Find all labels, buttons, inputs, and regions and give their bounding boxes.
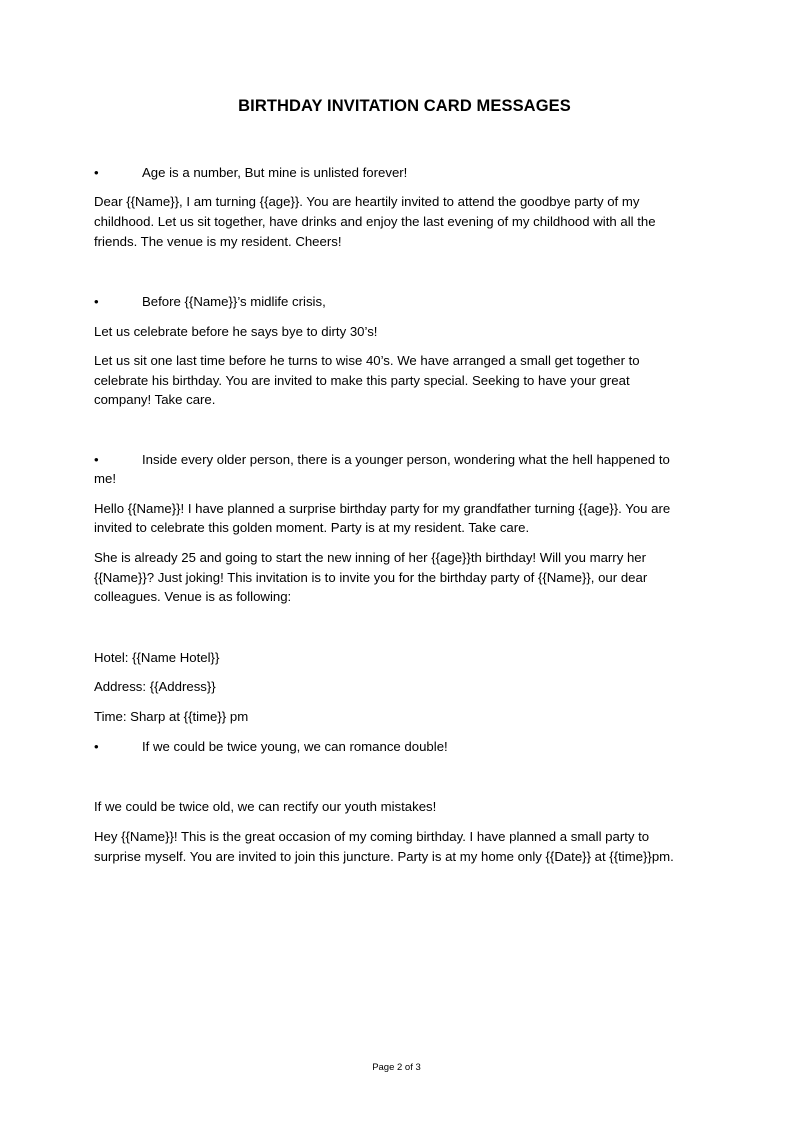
message-2-line-1: Let us sit one last time before he turns to wise 40’s. We have arranged a small get together to — [94, 353, 640, 368]
message-1-heading: Age is a number, But mine is unlisted forever! — [142, 165, 408, 180]
venue-time: Time: Sharp at {{time}} pm — [94, 709, 249, 724]
message-4-line-1: Hey {{Name}}! This is the great occasion of my coming birthday. I have planned a small party to — [94, 829, 650, 844]
message-3-line-2: invited to celebrate this golden moment. Party is at my resident. Take care. — [94, 520, 530, 535]
message-3b-line-3: colleagues. Venue is as following: — [94, 589, 292, 604]
message-4-subheading: If we could be twice old, we can rectify our youth mistakes! — [94, 799, 437, 814]
message-2-subheading: Let us celebrate before he says bye to dirty 30’s! — [94, 324, 378, 339]
message-1-line-3: friends. The venue is my resident. Cheers! — [94, 234, 342, 249]
bullet-marker: • — [94, 165, 99, 180]
message-1-line-1: Dear {{Name}}, I am turning {{age}}. You are heartily invited to attend the goodbye party of my — [94, 194, 640, 209]
message-4-heading: If we could be twice young, we can romance double! — [142, 739, 448, 754]
document-title: BIRTHDAY INVITATION CARD MESSAGES — [238, 97, 571, 115]
venue-hotel: Hotel: {{Name Hotel}} — [94, 650, 220, 665]
message-3-line-1: Hello {{Name}}! I have planned a surprise birthday party for my grandfather turning {{age}}. You are — [94, 501, 671, 516]
bullet-marker: • — [94, 294, 99, 309]
bullet-marker: • — [94, 739, 99, 754]
message-4-line-2: surprise myself. You are invited to join this juncture. Party is at my home only {{Date}} at {{time}}pm. — [94, 849, 674, 864]
page-number-footer: Page 2 of 3 — [372, 1062, 421, 1073]
message-1-line-2: childhood. Let us sit together, have drinks and enjoy the last evening of my childhood with all the — [94, 214, 656, 229]
bullet-marker: • — [94, 452, 99, 467]
message-3-heading-continued: me! — [94, 471, 116, 486]
message-2-heading: Before {{Name}}’s midlife crisis, — [142, 294, 326, 309]
message-3-heading: Inside every older person, there is a younger person, wondering what the hell happened to — [142, 452, 670, 467]
venue-address: Address: {{Address}} — [94, 679, 216, 694]
message-3b-line-1: She is already 25 and going to start the new inning of her {{age}}th birthday! Will you marry her — [94, 550, 647, 565]
message-2-line-2: celebrate his birthday. You are invited to make this party special. Seeking to have your great — [94, 373, 630, 388]
message-3b-line-2: {{Name}}? Just joking! This invitation is to invite you for the birthday party of {{Name}}, our dear — [94, 570, 648, 585]
message-2-line-3: company! Take care. — [94, 392, 216, 407]
